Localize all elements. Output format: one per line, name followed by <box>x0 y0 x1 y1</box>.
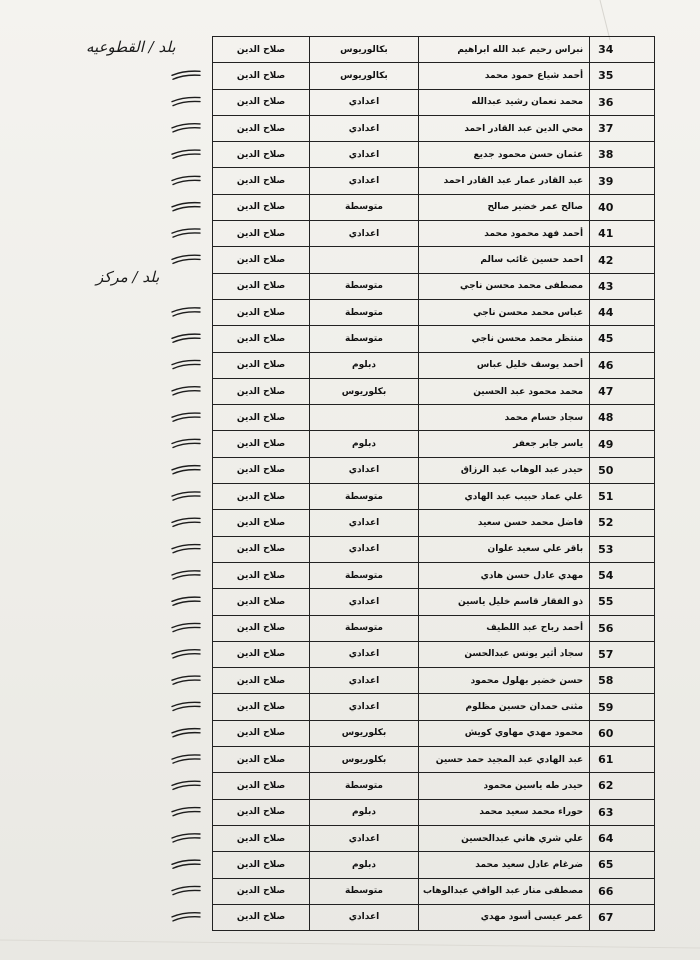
tick-mark <box>172 808 200 816</box>
table-row <box>213 168 655 194</box>
education-level: بكالوريوس <box>310 63 419 89</box>
person-name: عثمان حسن محمود جديع <box>419 142 590 168</box>
tick-mark <box>172 203 200 211</box>
table-row <box>213 37 655 63</box>
education-level: اعدادي <box>310 457 419 483</box>
table-row <box>213 142 655 168</box>
person-name: عبد الهادي عبد المجيد حمد حسين <box>419 747 590 773</box>
table-row <box>213 747 655 773</box>
province: صلاح الدين <box>213 904 310 930</box>
table-row <box>213 352 655 378</box>
person-name: ذو الفقار قاسم خليل ياسين <box>419 589 590 615</box>
row-number: 46 <box>590 352 655 378</box>
person-name: مثنى حمدان حسين مظلوم <box>419 694 590 720</box>
row-number: 43 <box>590 273 655 299</box>
education-level: اعدادي <box>310 641 419 667</box>
tick-mark <box>172 781 200 789</box>
education-level: اعدادي <box>310 89 419 115</box>
tick-mark <box>172 702 200 710</box>
person-name: مصطفى محمد محسن ناجي <box>419 273 590 299</box>
person-name: أحمد رباح عبد اللطيف <box>419 615 590 641</box>
province: صلاح الدين <box>213 168 310 194</box>
education-level: بكالوريوس <box>310 37 419 63</box>
tick-mark <box>172 860 200 868</box>
table-row <box>213 720 655 746</box>
row-number: 35 <box>590 63 655 89</box>
names-table <box>212 36 655 931</box>
table-row <box>213 536 655 562</box>
province: صلاح الدين <box>213 194 310 220</box>
table-row <box>213 825 655 851</box>
person-name: نبراس رحيم عبد الله ابراهيم <box>419 37 590 63</box>
education-level: اعدادي <box>310 668 419 694</box>
person-name: حيدر طه ياسين محمود <box>419 773 590 799</box>
tick-mark <box>172 150 200 158</box>
tick-mark <box>172 97 200 105</box>
person-name: منتظر محمد محسن ناجي <box>419 326 590 352</box>
row-number: 38 <box>590 142 655 168</box>
province: صلاح الدين <box>213 720 310 746</box>
province: صلاح الدين <box>213 299 310 325</box>
person-name: محمد محمود عبد الحسين <box>419 378 590 404</box>
tick-mark <box>172 308 200 316</box>
table-row <box>213 457 655 483</box>
row-number: 64 <box>590 825 655 851</box>
row-number: 57 <box>590 641 655 667</box>
person-name: فاضل محمد حسن سعيد <box>419 510 590 536</box>
province: صلاح الدين <box>213 89 310 115</box>
table-row <box>213 694 655 720</box>
tick-mark <box>172 124 200 132</box>
person-name: عمر عيسى أسود مهدي <box>419 904 590 930</box>
education-level: بكلوريوس <box>310 747 419 773</box>
tick-mark <box>172 913 200 921</box>
row-number: 62 <box>590 773 655 799</box>
tick-mark <box>172 71 200 79</box>
row-number: 56 <box>590 615 655 641</box>
province: صلاح الدين <box>213 457 310 483</box>
person-name: أحمد يوسف خليل عباس <box>419 352 590 378</box>
table-row <box>213 510 655 536</box>
table-row <box>213 431 655 457</box>
table-row <box>213 378 655 404</box>
person-name: باقر علي سعيد علوان <box>419 536 590 562</box>
row-number: 50 <box>590 457 655 483</box>
row-number: 42 <box>590 247 655 273</box>
person-name: عبد القادر عمار عبد القادر احمد <box>419 168 590 194</box>
table-row <box>213 641 655 667</box>
table-row <box>213 589 655 615</box>
person-name: ياسر جابر جعفر <box>419 431 590 457</box>
tick-mark <box>172 229 200 237</box>
person-name: حوراء محمد سعيد محمد <box>419 799 590 825</box>
education-level: متوسطة <box>310 299 419 325</box>
education-level: اعدادي <box>310 825 419 851</box>
person-name: سجاد أثير يونس عبدالحسن <box>419 641 590 667</box>
person-name: علي عماد حبيب عبد الهادي <box>419 484 590 510</box>
education-level: دبلوم <box>310 852 419 878</box>
table-row <box>213 194 655 220</box>
education-level: اعدادي <box>310 904 419 930</box>
row-number: 39 <box>590 168 655 194</box>
row-number: 49 <box>590 431 655 457</box>
education-level: متوسطة <box>310 773 419 799</box>
tick-mark <box>172 597 200 605</box>
table-row <box>213 273 655 299</box>
province: صلاح الدين <box>213 405 310 431</box>
education-level: متوسطة <box>310 194 419 220</box>
tick-mark <box>172 439 200 447</box>
province: صلاح الدين <box>213 878 310 904</box>
row-number: 45 <box>590 326 655 352</box>
row-number: 53 <box>590 536 655 562</box>
province: صلاح الدين <box>213 510 310 536</box>
education-level: اعدادي <box>310 115 419 141</box>
education-level <box>310 405 419 431</box>
province: صلاح الدين <box>213 615 310 641</box>
province: صلاح الدين <box>213 825 310 851</box>
education-level: دبلوم <box>310 799 419 825</box>
province: صلاح الدين <box>213 536 310 562</box>
person-name: محي الدين عبد القادر احمد <box>419 115 590 141</box>
tick-mark <box>172 571 200 579</box>
table-row <box>213 405 655 431</box>
province: صلاح الدين <box>213 115 310 141</box>
tick-mark <box>172 886 200 894</box>
row-number: 44 <box>590 299 655 325</box>
row-number: 63 <box>590 799 655 825</box>
person-name: حيدر عبد الوهاب عبد الرزاق <box>419 457 590 483</box>
tick-mark <box>172 623 200 631</box>
education-level: اعدادي <box>310 221 419 247</box>
person-name: محمود مهدي مهاوي كويش <box>419 720 590 746</box>
province: صلاح الدين <box>213 694 310 720</box>
handwritten-tick-marks <box>150 36 210 936</box>
tick-mark <box>172 492 200 500</box>
person-name: مصطفى منار عبد الوافي عبدالوهاب <box>419 878 590 904</box>
person-name: حسن خضير بهلول محمود <box>419 668 590 694</box>
education-level: بكلوريوس <box>310 378 419 404</box>
table-row <box>213 773 655 799</box>
table-row <box>213 326 655 352</box>
province: صلاح الدين <box>213 273 310 299</box>
row-number: 52 <box>590 510 655 536</box>
row-number: 36 <box>590 89 655 115</box>
education-level: متوسطة <box>310 615 419 641</box>
handwritten-note-top: بلد / القطوعيه <box>86 38 176 56</box>
table-row <box>213 247 655 273</box>
row-number: 67 <box>590 904 655 930</box>
person-name: مهدي عادل حسن هادي <box>419 562 590 588</box>
person-name: أحمد فهد محمود محمد <box>419 221 590 247</box>
table-row <box>213 115 655 141</box>
tick-mark <box>172 334 200 342</box>
row-number: 41 <box>590 221 655 247</box>
row-number: 58 <box>590 668 655 694</box>
person-name: عباس محمد محسن ناجي <box>419 299 590 325</box>
education-level: دبلوم <box>310 352 419 378</box>
row-number: 61 <box>590 747 655 773</box>
tick-mark <box>172 650 200 658</box>
table-row <box>213 799 655 825</box>
education-level: اعدادي <box>310 510 419 536</box>
tick-mark <box>172 466 200 474</box>
table-row <box>213 904 655 930</box>
education-level: اعدادي <box>310 168 419 194</box>
tick-mark <box>172 360 200 368</box>
tick-mark <box>172 176 200 184</box>
person-name: محمد نعمان رشيد عبدالله <box>419 89 590 115</box>
education-level: بكلوريوس <box>310 720 419 746</box>
row-number: 47 <box>590 378 655 404</box>
education-level: اعدادي <box>310 589 419 615</box>
row-number: 65 <box>590 852 655 878</box>
row-number: 54 <box>590 562 655 588</box>
table-row <box>213 562 655 588</box>
handwritten-note-middle: بلد / مركز <box>96 268 160 286</box>
table-row <box>213 484 655 510</box>
table-row <box>213 63 655 89</box>
province: صلاح الدين <box>213 37 310 63</box>
table-row <box>213 852 655 878</box>
row-number: 40 <box>590 194 655 220</box>
person-name: علي شري هاني عبدالحسين <box>419 825 590 851</box>
province: صلاح الدين <box>213 431 310 457</box>
province: صلاح الدين <box>213 562 310 588</box>
province: صلاح الدين <box>213 221 310 247</box>
province: صلاح الدين <box>213 641 310 667</box>
table-row <box>213 615 655 641</box>
education-level <box>310 247 419 273</box>
province: صلاح الدين <box>213 326 310 352</box>
tick-mark <box>172 755 200 763</box>
table-row <box>213 221 655 247</box>
person-name: سجاد حسام محمد <box>419 405 590 431</box>
education-level: متوسطة <box>310 878 419 904</box>
province: صلاح الدين <box>213 747 310 773</box>
person-name: أحمد شياع حمود محمد <box>419 63 590 89</box>
tick-mark <box>172 834 200 842</box>
person-name: صالح عمر خضير صالح <box>419 194 590 220</box>
education-level: متوسطة <box>310 273 419 299</box>
row-number: 59 <box>590 694 655 720</box>
province: صلاح الدين <box>213 378 310 404</box>
person-name: احمد حسين غائب سالم <box>419 247 590 273</box>
province: صلاح الدين <box>213 799 310 825</box>
tick-mark <box>172 518 200 526</box>
province: صلاح الدين <box>213 247 310 273</box>
tick-mark <box>172 255 200 263</box>
province: صلاح الدين <box>213 352 310 378</box>
table-row <box>213 89 655 115</box>
education-level: متوسطة <box>310 484 419 510</box>
row-number: 66 <box>590 878 655 904</box>
tick-mark <box>172 545 200 553</box>
province: صلاح الدين <box>213 63 310 89</box>
table-row <box>213 668 655 694</box>
row-number: 48 <box>590 405 655 431</box>
province: صلاح الدين <box>213 668 310 694</box>
row-number: 51 <box>590 484 655 510</box>
row-number: 60 <box>590 720 655 746</box>
tick-mark <box>172 676 200 684</box>
education-level: اعدادي <box>310 142 419 168</box>
education-level: دبلوم <box>310 431 419 457</box>
person-name: ضرغام عادل سعيد محمد <box>419 852 590 878</box>
tick-mark <box>172 387 200 395</box>
tick-mark <box>172 729 200 737</box>
tick-mark <box>172 413 200 421</box>
row-number: 55 <box>590 589 655 615</box>
row-number: 37 <box>590 115 655 141</box>
row-number: 34 <box>590 37 655 63</box>
education-level: اعدادي <box>310 694 419 720</box>
province: صلاح الدين <box>213 773 310 799</box>
province: صلاح الدين <box>213 142 310 168</box>
education-level: متوسطة <box>310 562 419 588</box>
province: صلاح الدين <box>213 852 310 878</box>
education-level: متوسطة <box>310 326 419 352</box>
province: صلاح الدين <box>213 589 310 615</box>
education-level: اعدادي <box>310 536 419 562</box>
province: صلاح الدين <box>213 484 310 510</box>
table-row <box>213 878 655 904</box>
table-row <box>213 299 655 325</box>
